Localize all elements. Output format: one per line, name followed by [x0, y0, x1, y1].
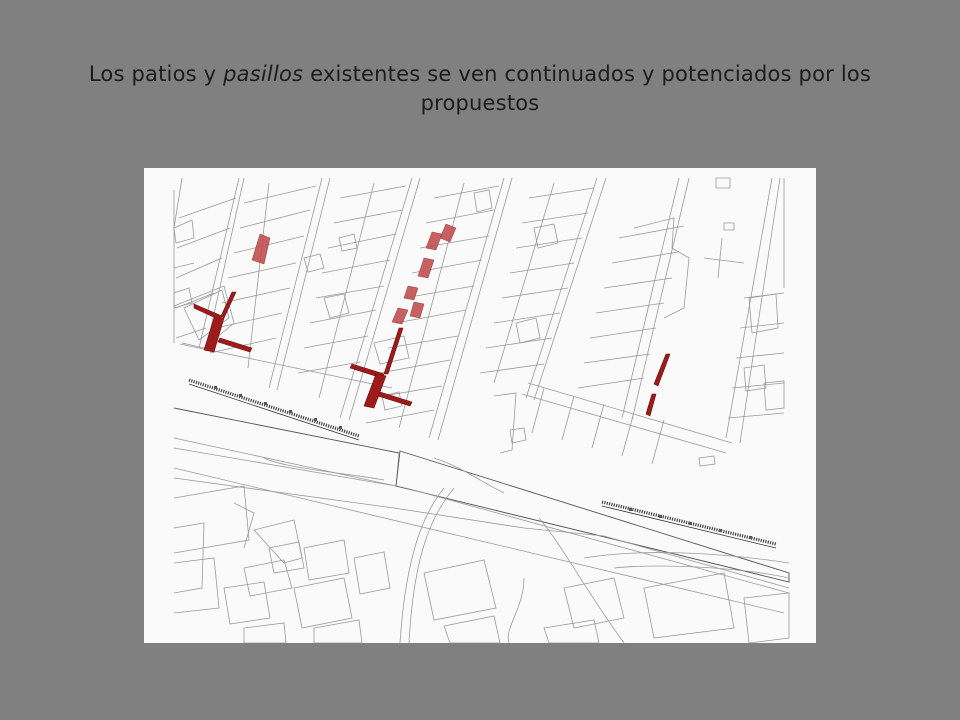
urban-plan-svg [144, 168, 816, 643]
arcade-right [602, 502, 776, 548]
title-text-start: Los patios y [88, 62, 224, 86]
existing-patios [194, 292, 670, 416]
proposed-patios [252, 224, 456, 324]
title-text-italic: pasillos [223, 62, 304, 86]
urban-plan-drawing [144, 168, 816, 643]
title-text-end: existentes se ven continuados y potenciados por los propuestos [303, 62, 872, 115]
arcade-left [189, 380, 359, 440]
slide-title [40, 60, 920, 118]
